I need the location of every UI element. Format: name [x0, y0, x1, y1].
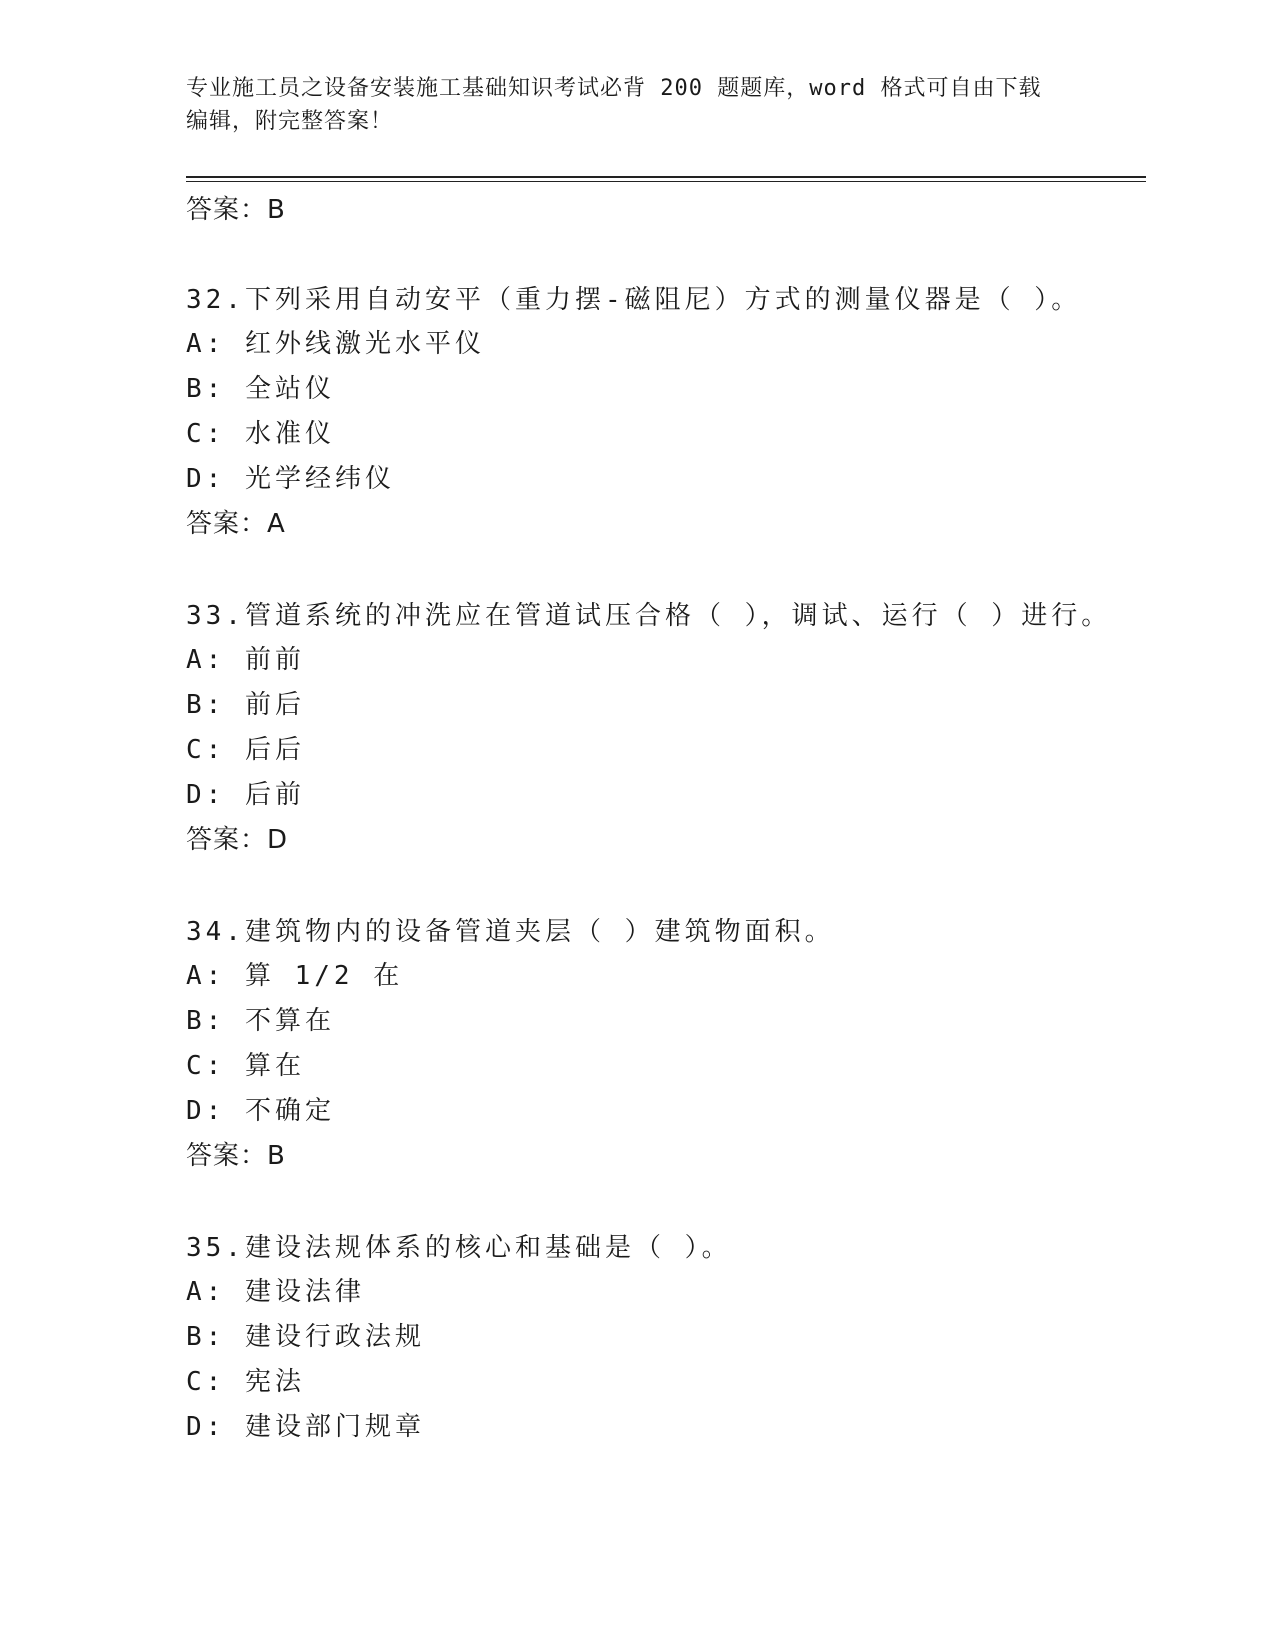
- option-a: A: 算 1/2 在: [186, 961, 404, 991]
- option-c: C: 后后: [186, 735, 305, 765]
- question-text: 35.建设法规体系的核心和基础是（ ）。: [186, 1233, 732, 1263]
- question-list: [186, 190, 1146, 1450]
- question-35: [186, 1226, 1146, 1450]
- option-b: B: 全站仪: [186, 374, 335, 404]
- question-text: 34.建筑物内的设备管道夹层（ ）建筑物面积。: [186, 917, 835, 947]
- question-33: [186, 594, 1146, 862]
- header-divider-thick: [186, 176, 1146, 178]
- option-c: C: 水准仪: [186, 419, 335, 449]
- previous-question-answer: 答案：B: [186, 195, 286, 225]
- header-title-line-2: 编辑，附完整答案！: [186, 109, 394, 134]
- option-d: D: 不确定: [186, 1096, 335, 1126]
- option-a: A: 建设法律: [186, 1277, 365, 1307]
- option-a: A: 前前: [186, 645, 305, 675]
- header-divider-thin: [186, 181, 1146, 182]
- document-header: [186, 72, 1086, 138]
- question-34: [186, 910, 1146, 1178]
- option-d: D: 后前: [186, 780, 305, 810]
- question-answer: 答案：A: [186, 509, 286, 539]
- option-d: D: 建设部门规章: [186, 1412, 425, 1442]
- question-answer: 答案：D: [186, 825, 289, 855]
- option-a: A: 红外线激光水平仪: [186, 329, 485, 359]
- question-32: [186, 278, 1146, 546]
- question-text: 33.管道系统的冲洗应在管道试压合格（ ），调试、运行（ ）进行。: [186, 601, 1112, 631]
- option-b: B: 建设行政法规: [186, 1322, 425, 1352]
- option-c: C: 宪法: [186, 1367, 305, 1397]
- option-b: B: 前后: [186, 690, 305, 720]
- question-text: 32.下列采用自动安平（重力摆-磁阻尼）方式的测量仪器是（ ）。: [186, 285, 1082, 315]
- option-c: C: 算在: [186, 1051, 305, 1081]
- option-d: D: 光学经纬仪: [186, 464, 395, 494]
- header-title-line-1: 专业施工员之设备安装施工基础知识考试必背 200 题题库，word 格式可自由下载: [186, 76, 1042, 101]
- question-answer: 答案：B: [186, 1141, 286, 1171]
- option-b: B: 不算在: [186, 1006, 335, 1036]
